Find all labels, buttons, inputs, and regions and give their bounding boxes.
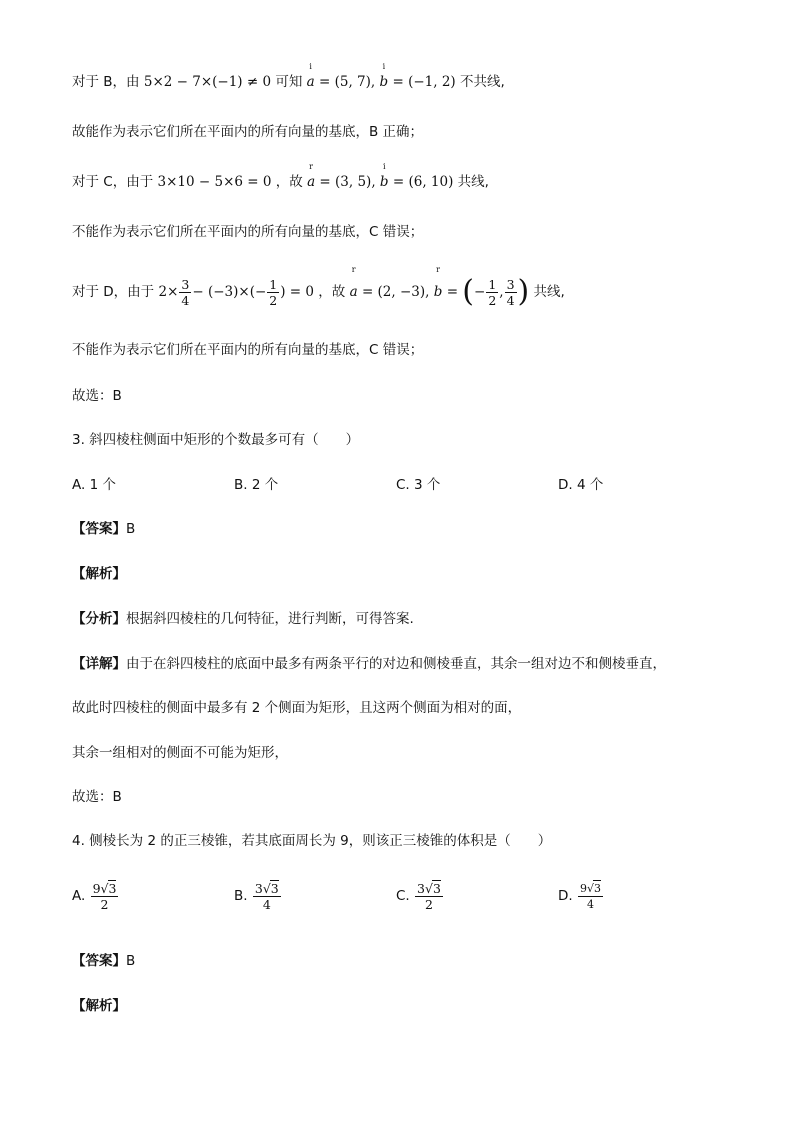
q3-line2: 故此时四棱柱的侧面中最多有 2 个侧面为矩形，且这两个侧面为相对的面， [72, 700, 522, 716]
q3-option-b: B. 2 个 [234, 477, 279, 493]
fraction: $\frac{3√3}{4}$ [254, 881, 279, 912]
text: 可知 [275, 74, 303, 90]
text: 共线, [457, 174, 489, 190]
answer-value: B [126, 953, 136, 969]
text: 对于 C，由于 [72, 174, 154, 190]
q4-option-a [72, 880, 119, 912]
text: 对于 B，由 [72, 74, 140, 90]
q3-analysis-heading [72, 564, 126, 584]
answer-label: 【答案】 [72, 521, 126, 537]
xiangjie-text: 由于在斜四棱柱的底面中最多有两条平行的对边和侧棱垂直，其余一组对边不和侧棱垂直， [126, 656, 666, 672]
analysis-label: 【解析】 [72, 566, 126, 582]
fraction: $\frac{9√3}{4}$ [579, 882, 601, 911]
fenxi-label: 【分析】 [72, 611, 126, 627]
analysis-label: 【解析】 [72, 998, 126, 1014]
fraction: $\frac{3√3}{2}$ [417, 881, 441, 912]
q2-line-d: 对于 D，由于 2× $\frac{3}{4}$ − (−3)×(− $\frac{1}{2}$ ) = 0 ，故 r a = (2, −3), r b = (− $\frac{1}{2}$ , $\frac{3}{4}$ ) 共线, [72, 265, 565, 309]
q2-b-conclusion: 故能作为表示它们所在平面内的所有向量的基底，B 正确； [72, 124, 424, 140]
math-expression: ) = 0 [280, 284, 314, 300]
q2-choice: 故选：B [72, 388, 122, 404]
math-expression: = (−1, 2) [392, 74, 456, 90]
fraction: $\frac{3}{4}$ [181, 276, 190, 308]
answer-label: 【答案】 [72, 953, 126, 969]
vector-a: r a [349, 265, 358, 300]
q3-choice: 故选：B [72, 789, 122, 805]
math-expression: = (5, 7), [319, 74, 376, 90]
q4-answer [72, 951, 135, 971]
math-expression: 3×10 − 5×6 = 0 [157, 174, 272, 190]
q4-analysis-heading [72, 996, 126, 1016]
math-expression: − (−3)×(− [192, 284, 267, 300]
vector-b: i b [379, 62, 389, 90]
vector-b: i b [379, 162, 389, 190]
fraction: $\frac{1}{2}$ [488, 276, 497, 308]
arrow-mark: i [309, 62, 312, 71]
option-label: A. [72, 888, 86, 904]
fraction: $\frac{9√3}{2}$ [92, 881, 117, 912]
q2-line-c [72, 162, 489, 192]
text: ，故 [318, 284, 346, 300]
math-expression: = (6, 10) [392, 174, 454, 190]
q2-c-conclusion: 不能作为表示它们所在平面内的所有向量的基底，C 错误； [72, 224, 424, 240]
math-expression: = [446, 284, 458, 300]
q3-fenxi [72, 609, 414, 629]
fraction: $\frac{3}{4}$ [506, 276, 515, 308]
arrow-mark: i [382, 162, 386, 171]
vector-a: r a [307, 162, 316, 190]
option-label: D. [558, 888, 573, 904]
arrow-mark: r [351, 265, 356, 274]
fenxi-text: 根据斜四棱柱的几何特征，进行判断，可得答案. [126, 611, 414, 627]
math-expression: = (3, 5), [319, 174, 376, 190]
vector-b: r b [433, 265, 443, 300]
q3-line3: 其余一组相对的侧面不可能为矩形， [72, 745, 288, 761]
math-expression: 2× [158, 284, 179, 300]
q4-option-b [234, 880, 282, 912]
option-label: B. [234, 888, 248, 904]
q3-option-a: A. 1 个 [72, 477, 116, 493]
left-paren: ( [462, 274, 475, 309]
q3-xiangjie [72, 654, 666, 674]
arrow-mark: i [382, 62, 386, 71]
q2-line-b [72, 62, 505, 92]
arrow-mark: r [436, 265, 440, 274]
text: 不共线, [459, 74, 505, 90]
xiangjie-label: 【详解】 [72, 656, 126, 672]
math-expression: = (2, −3), [361, 284, 430, 300]
text: ，故 [275, 174, 303, 190]
math-expression: 5×2 − 7×(−1) ≠ 0 [143, 74, 272, 90]
vector-a: i a [306, 62, 315, 90]
fraction: $\frac{1}{2}$ [269, 276, 278, 308]
q3-option-d: D. 4 个 [558, 477, 604, 493]
text: 对于 D，由于 [72, 284, 155, 300]
q2-d-conclusion: 不能作为表示它们所在平面内的所有向量的基底，C 错误； [72, 342, 424, 358]
arrow-mark: r [309, 162, 314, 171]
q4-question: 4. 侧棱长为 2 的正三棱锥，若其底面周长为 9，则该正三棱锥的体积是（ ） [72, 833, 552, 849]
q3-question: 3. 斜四棱柱侧面中矩形的个数最多可有（ ） [72, 432, 360, 448]
answer-value: B [126, 521, 136, 537]
option-label: C. [396, 888, 410, 904]
q3-answer [72, 519, 135, 539]
q4-option-c [396, 880, 444, 912]
text: 共线, [533, 284, 565, 300]
q4-option-d [558, 880, 604, 912]
right-paren: ) [517, 274, 530, 309]
q3-option-c: C. 3 个 [396, 477, 441, 493]
